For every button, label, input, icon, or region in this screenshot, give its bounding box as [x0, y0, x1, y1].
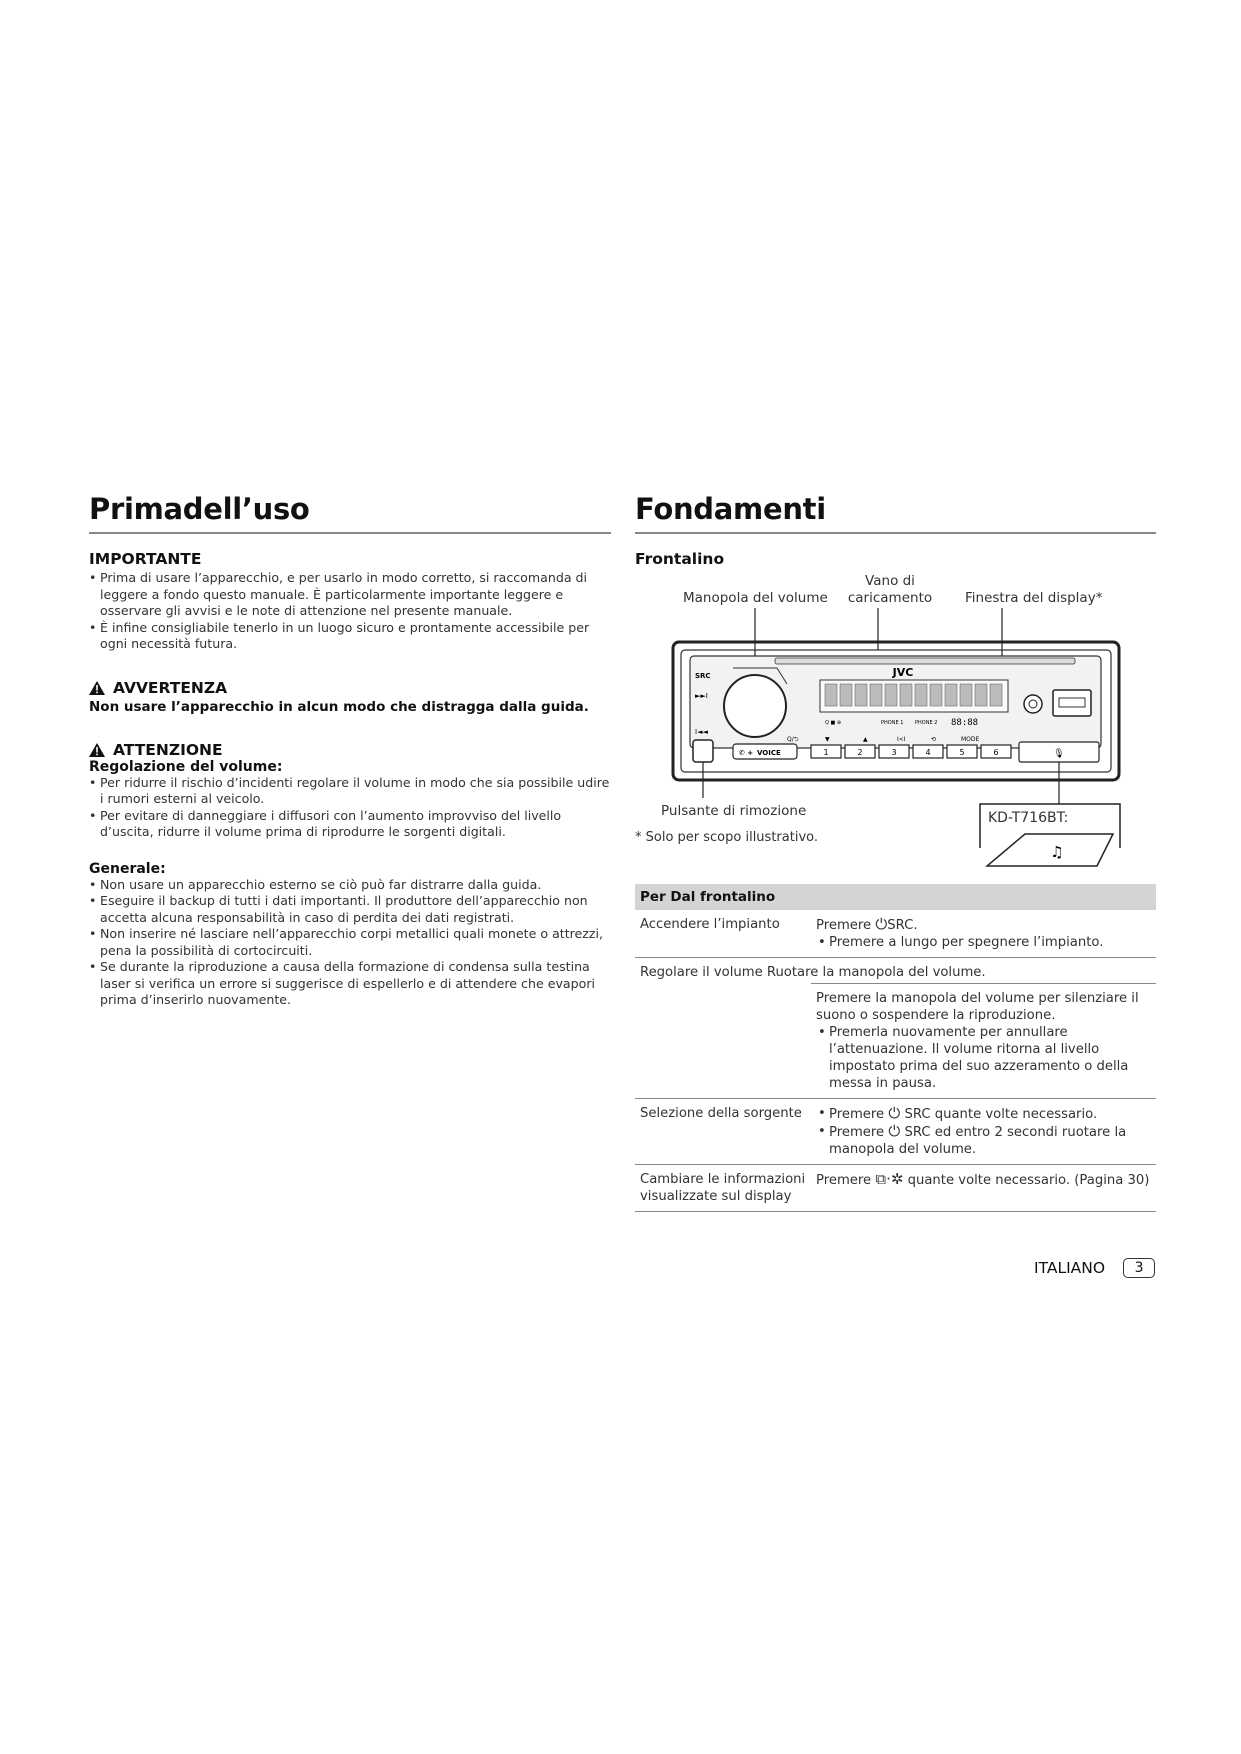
right-column	[635, 492, 1156, 1212]
display-settings-icon: ⧉·✲	[875, 1170, 904, 1188]
avvertenza-heading: AVVERTENZA	[113, 678, 228, 697]
svg-text:✆ +: ✆ +	[739, 749, 754, 757]
avvertenza-heading-row	[89, 679, 611, 697]
table-row: Premere la manopola del volume per silenziare il suono o sospendere la riproduzione. • Premerla nuovamente per annullare l’attenuazione. Il volume ritorna al livello impostato prima del suo azzeramento o della messa in pausa.	[635, 984, 1156, 1099]
table-header: Per Dal frontalino	[635, 884, 1156, 910]
table-row: Cambiare le informazioni visualizzate sul display Premere ⧉·✲ quante volte necessario. (Pagina 30)	[635, 1165, 1156, 1212]
svg-text:🎙: 🎙	[1053, 749, 1065, 759]
warning-triangle-icon	[89, 743, 105, 757]
list-item: • Per evitare di danneggiare i diffusori con l’aumento improvviso del livello d’uscita, ridurre il volume prima di riprodurre le sorgenti digitali.	[89, 808, 611, 841]
faceplate-diagram	[635, 568, 1156, 874]
svg-text:PHONE 2: PHONE 2	[915, 720, 938, 726]
page-footer	[1034, 1258, 1155, 1278]
table-row: Regolare il volume Ruotare la manopola del volume.	[640, 965, 986, 980]
svg-text:6: 6	[993, 748, 999, 757]
page-number: 3	[1123, 1258, 1155, 1278]
svg-text:►►I: ►►I	[695, 692, 708, 700]
power-icon: ⏻	[888, 1104, 901, 1122]
svg-text:2: 2	[857, 748, 863, 757]
list-item: • Non inserire né lasciare nell’apparecchio corpi metallici quali monete o attrezzi, pena la possibilità di cortocircuiti.	[89, 926, 611, 959]
src-button-label: SRC	[695, 672, 711, 680]
svg-text:3: 3	[891, 748, 897, 757]
svg-text:5: 5	[959, 748, 965, 757]
svg-text:PHONE 1: PHONE 1	[881, 720, 904, 726]
controls-table	[635, 884, 1156, 1212]
table-row: Accendere l’impianto Premere ⏻SRC. • Premere a lungo per spegnere l’impianto.	[635, 910, 1156, 958]
general-heading: Generale:	[89, 860, 166, 877]
label-model: KD-T716BT:	[988, 810, 1069, 826]
list-item: • Non usare un apparecchio esterno se ciò può far distrarre dalla guida.	[89, 877, 611, 894]
svg-text:Q ■ ⊕: Q ■ ⊕	[825, 720, 842, 726]
label-volume-knob: Manopola del volume	[683, 590, 828, 606]
footnote: * Solo per scopo illustrativo.	[635, 830, 818, 845]
svg-text:88:88: 88:88	[951, 718, 979, 728]
faceplate-heading: Frontalino	[635, 550, 725, 568]
brand-logo: JVC	[892, 666, 914, 679]
label-release-button: Pulsante di rimozione	[661, 803, 807, 819]
attenzione-heading-row	[89, 741, 611, 759]
svg-text:4: 4	[925, 748, 931, 757]
svg-text:▼: ▼	[825, 736, 830, 743]
svg-text:Q/⮌: Q/⮌	[787, 736, 799, 743]
general-list	[89, 877, 611, 1009]
list-item: • È infine consigliabile tenerlo in un luogo sicuro e prontamente accessibile per ogni necessità futura.	[89, 620, 611, 653]
svg-text:MODE: MODE	[961, 736, 980, 743]
list-item: • Per ridurre il rischio d’incidenti regolare il volume in modo che sia possibile udire i rumori esterni al veicolo.	[89, 775, 611, 808]
svg-text:I◄◄: I◄◄	[695, 728, 708, 736]
attenzione-heading: ATTENZIONE	[113, 740, 223, 759]
svg-text:1: 1	[823, 748, 829, 757]
svg-text:⟲: ⟲	[931, 736, 937, 743]
volume-heading: Regolazione del volume:	[89, 758, 283, 775]
svg-text:▲: ▲	[863, 736, 868, 743]
power-icon: ⏻	[875, 915, 888, 933]
left-column	[89, 492, 611, 1009]
list-item: • Prima di usare l’apparecchio, e per usarlo in modo corretto, si raccomanda di leggere a fondo questo manuale. È particolarmente importante leggere e osservare gli avvisi e le note di attenzione nel presente manuale.	[89, 570, 611, 620]
section-title-basics: Fondamenti	[635, 492, 1156, 534]
importante-list	[89, 570, 611, 653]
list-item: • Se durante la riproduzione a causa della formazione di condensa sulla testina laser si verifica un errore si suggerisce di espellerlo e di attendere che evapori prima d’inserirlo nuovamente.	[89, 959, 611, 1009]
svg-text:I<I: I<I	[897, 736, 906, 743]
model-button-illustration	[985, 832, 1115, 868]
svg-text:VOICE: VOICE	[757, 749, 781, 757]
power-icon: ⏻	[888, 1122, 901, 1140]
warning-triangle-icon	[89, 681, 105, 695]
list-item: • Eseguire il backup di tutti i dati importanti. Il produttore dell’apparecchio non accetta alcuna responsabilità in caso di perdita dei dati registrati.	[89, 893, 611, 926]
label-display-window: Finestra del display*	[965, 590, 1103, 606]
svg-text:♫: ♫	[1050, 843, 1064, 861]
avvertenza-text: Non usare l’apparecchio in alcun modo che distragga dalla guida.	[89, 698, 589, 715]
label-loading-slot: Vano di caricamento	[847, 573, 933, 606]
volume-list	[89, 775, 611, 841]
section-title-before-use: Primadell’uso	[89, 492, 611, 534]
table-row: Selezione della sorgente • Premere ⏻ SRC quante volte necessario. • Premere ⏻ SRC ed entro 2 secondi ruotare la manopola del volume.	[635, 1099, 1156, 1165]
language-label: ITALIANO	[1034, 1259, 1106, 1277]
importante-heading: IMPORTANTE	[89, 550, 202, 568]
